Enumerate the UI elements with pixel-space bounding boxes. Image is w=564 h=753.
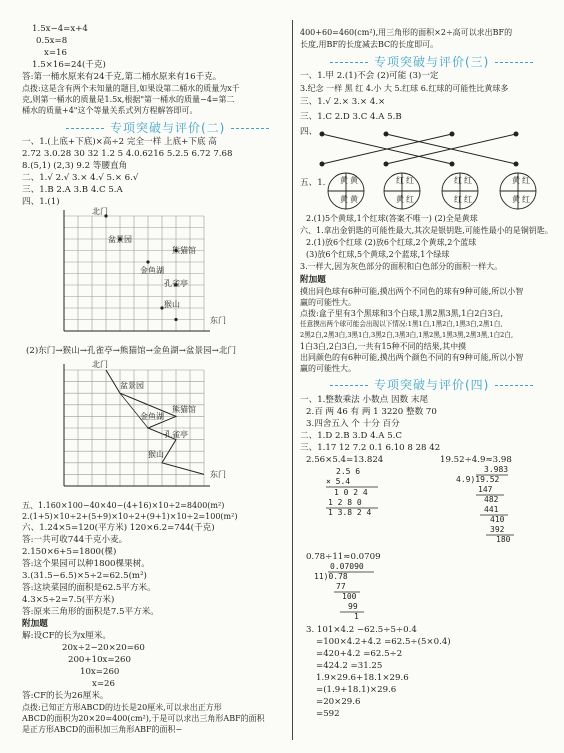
wheel-seg: 红: [454, 195, 462, 204]
north-gate-label: 北门: [92, 360, 108, 369]
wheel-seg: 红: [464, 195, 472, 204]
wheel-seg: 黄: [396, 195, 404, 204]
text-line: 点拨:已知正方形ABCD的边长是20厘米,可以求出正方形: [22, 703, 222, 712]
wheel-seg: 黄: [512, 176, 520, 185]
place-label: 熊猫馆: [172, 246, 196, 255]
svg-text:482: 482: [484, 495, 499, 504]
text-line: =424.2 =31.25: [316, 661, 383, 671]
svg-text:2.5 6: 2.5 6: [336, 467, 361, 476]
text-line: 长度,用BF的长度减去BC的长度即可。: [300, 40, 439, 49]
east-gate-label: 东门: [210, 470, 226, 479]
text-line: 2.(1)5个黄球,1个红球(答案不唯一) (2)全是黄球: [306, 214, 478, 223]
text-line: 3.纪念 一样 黑 红 4.小 大 5.红球 6.红球的可能性比黄球多: [300, 84, 509, 93]
wheel-seg: 红: [406, 176, 414, 185]
svg-text:99: 99: [348, 602, 358, 611]
text-line: 答:CF的长为26厘米。: [22, 691, 109, 701]
text-line: 2.百 两 46 有 两 1 3220 整数 70: [306, 407, 437, 417]
text-line: 三、1.B 2.A 3.B 4.C 5.A: [22, 185, 123, 195]
place-label: 盆景园: [108, 235, 132, 244]
division-work: [314, 562, 414, 622]
text-line: 赢的可能性大。: [300, 298, 356, 307]
text-line: 答:第一桶水原来有24千克,第二桶水原来有16千克。: [22, 72, 222, 82]
text-line: 答:这个果园可以种1800棵果树。: [22, 559, 150, 569]
text-line: 六、1.24×5=120(平方米) 120×6.2=744(千克): [22, 523, 215, 533]
text-line: =(1.9+18.1)×29.6: [316, 685, 397, 695]
text-line: (3)放6个红球,5个黄球,2个蓝球,1个绿球: [306, 250, 450, 259]
svg-text:410: 410: [490, 515, 505, 524]
wheel-prefix: 五、1.: [300, 178, 326, 188]
bonus-title: 附加题: [300, 275, 326, 285]
text-line: =100×4.2+4.2 =62.5÷(5×0.4): [316, 637, 451, 647]
section-title: 专项突破与评价(三): [374, 55, 490, 69]
text-line: 200+10x=260: [68, 655, 131, 665]
text-line: 1白3白,2白3白,一共有15种不同的结果,其中摸: [300, 342, 467, 351]
text-line: =592: [316, 709, 340, 719]
svg-text:1 0 2 4: 1 0 2 4: [334, 488, 368, 497]
text-line: 3.一样大,因为灰色部分的面积和白色部分的面积一样大。: [300, 262, 503, 271]
north-gate-label: 北门: [92, 207, 108, 216]
text-line: 四、1.(1): [22, 197, 60, 207]
place-label: 盆景园: [120, 381, 144, 390]
text-line: 3. 101×4.2 −62.5÷5÷0.4: [306, 625, 417, 635]
svg-text:180: 180: [496, 535, 511, 544]
text-line: 2.150×6+5=1800(棵): [22, 547, 117, 557]
text-line: 二、1.D 2.B 3.D 4.A 5.C: [300, 431, 402, 441]
text-line: 一、1.甲 2.(1)不会 (2)可能 (3)一定: [300, 71, 439, 81]
text-line: 六、1.拿出金钥匙的可能性最大,其次是银钥匙,可能性最小的是铜钥匙。: [300, 226, 553, 235]
text-line: 三、1.C 2.D 3.C 4.A 5.B: [300, 112, 402, 122]
wheel-seg: 黄: [340, 195, 348, 204]
wheel-seg: 黄: [340, 176, 348, 185]
text-line: 三、1.√ 2.× 3.× 4.×: [300, 97, 386, 107]
svg-text:441: 441: [484, 505, 499, 514]
text-line: 四、: [300, 127, 318, 137]
wheel-seg: 红: [522, 195, 530, 204]
text-line: 答:原来三角形的面积是7.5平方米。: [22, 607, 159, 617]
text-line: 0.5x=8: [36, 36, 68, 46]
text-line: 点拨:这是含有两个未知量的题目,如果设第二桶水的质量为x千: [22, 84, 240, 93]
text-line: 是正方形ABCD的面积加三角形ABF的面积−: [22, 725, 183, 734]
wheel-seg: 红: [464, 176, 472, 185]
wheel-seg: 红: [396, 176, 404, 185]
east-gate-label: 东门: [210, 316, 226, 325]
text-line: =20×29.6: [316, 697, 361, 707]
svg-text:1 3.8 2 4: 1 3.8 2 4: [328, 508, 372, 517]
text-line: 1.5×16=24(千克): [32, 60, 106, 70]
place-label: 孔雀亭: [164, 430, 188, 439]
text-line: 2.(1)放6个红球 (2)放6个红球,2个黄球,2个蓝球: [306, 238, 477, 247]
text-line: 答:一共可收744千克小麦。: [22, 535, 128, 545]
text-line: 桶水的质量+4"这个等量关系式列方程解答即可。: [22, 106, 198, 115]
place-label: 金鱼湖: [140, 412, 164, 421]
text-line: 答:这块菜园的面积是62.5平方米。: [22, 583, 156, 593]
section-title: 专项突破与评价(四): [374, 378, 490, 392]
text-line: 2.(1+5)×10÷2+(5+9)×10÷2+(9+1)×10÷2=100(m²): [22, 512, 238, 521]
text-line: x=16: [44, 48, 67, 58]
svg-text:147: 147: [478, 485, 493, 494]
left-column: [22, 0, 290, 753]
bonus-title: 附加题: [22, 619, 48, 629]
text-line: 五、1.160×100−40×40−(4+16)×10÷2=8400(m²): [22, 501, 225, 510]
text-line: 一、1.(上底+下底)×高÷2 完全一样 上底+下底 高: [22, 137, 217, 147]
vertical-calculations: [308, 466, 548, 550]
svg-text:× 5.4: × 5.4: [326, 477, 351, 486]
wheel-seg: 红: [522, 176, 530, 185]
text-line: 二、1.√ 2.√ 3.× 4.√ 5.× 6.√: [22, 173, 139, 183]
matching-lines: [316, 128, 536, 170]
wheel-seg: 红: [406, 195, 414, 204]
text-line: 2黑2白,2黑3白,3黑1白,3黑2白,3黑3白,1黑2黑,1黑3黑,2黑3黑,1白2白,: [300, 331, 514, 339]
text-line: 3.四舍五入 个 十分 百分: [306, 419, 400, 429]
text-line: 克,则第一桶水的质量是1.5x,根据"第一桶水的质量−4=第二: [22, 95, 235, 104]
calc-b: 19.52÷4.9≈3.98: [440, 455, 512, 465]
route-line: (2)东门→猴山→孔雀亭→熊猫馆→金鱼湖→盆景园→北门: [26, 346, 237, 356]
text-line: ABCD的面积为20×20=400(cm²),于是可以求出三角形ABF的面积: [22, 714, 265, 723]
wheel-seg: 黄: [350, 176, 358, 185]
text-line: 10x=260: [80, 667, 120, 677]
text-line: 400+60=460(cm²),用三角形的面积×2÷高可以求出BF的: [300, 28, 513, 37]
text-line: =420+4.2 =62.5÷2: [316, 649, 403, 659]
place-label: 猴山: [164, 300, 180, 309]
place-label: 孔雀亭: [164, 279, 188, 288]
text-line: 8.(5,1) (2,3) 9.2 等腰直角: [22, 161, 128, 171]
text-line: 点拨:盒子里有3个黑球和3个白球,1黑2黑3黑,1白2白3白,: [300, 309, 504, 318]
svg-text:11)0.78: 11)0.78: [314, 572, 348, 581]
place-label: 熊猫馆: [172, 405, 196, 414]
text-line: 解:设CF的长为x厘米。: [22, 631, 112, 641]
svg-text:77: 77: [336, 582, 346, 591]
calc-c: 0.78÷11≈0.0709: [306, 552, 381, 562]
svg-text:4.9)19.52: 4.9)19.52: [456, 475, 500, 484]
wheel-seg: 黄: [512, 195, 520, 204]
svg-text:100: 100: [342, 592, 357, 601]
text-line: 一、1.整数乘法 小数点 因数 末尾: [300, 395, 429, 405]
text-line: 20x÷2−20×20=60: [62, 643, 145, 653]
place-label: 金鱼湖: [140, 266, 164, 275]
text-line: x=26: [92, 679, 115, 689]
column-divider: [292, 20, 293, 740]
calc-a: 2.56×5.4=13.824: [306, 455, 384, 465]
text-line: 4.3×5÷2=7.5(平方米): [22, 595, 115, 605]
text-line: 摸出同色球有6种可能,摸出两个不同色的球有9种可能,所以小智: [300, 287, 524, 296]
text-line: 2.72 3.0.28 30 32 1.2 5 4.0.6216 5.2.5 6.72 7.68: [22, 149, 233, 159]
svg-text:0.07090: 0.07090: [330, 562, 364, 571]
text-line: 三、1.17 12 7.2 0.1 6.10 8 28 42: [300, 443, 441, 453]
wheel-seg: 黄: [350, 195, 358, 204]
section-title: 专项突破与评价(二): [110, 121, 226, 135]
svg-text:3.983: 3.983: [484, 466, 509, 474]
svg-text:392: 392: [490, 525, 505, 534]
text-line: 任意摸出两个球可能会出现以下情况:1黑1白,1黑2白,1黑3白,2黑1白,: [300, 320, 503, 328]
svg-text:1: 1: [354, 612, 359, 621]
text-line: 1.9×29.6+18.1×29.6: [316, 673, 409, 683]
text-line: 出同颜色的有6种可能,摸出两个颜色不同的有9种可能,所以小智: [300, 353, 524, 362]
text-line: 3.(31.5−6.5)×5÷2=62.5(m²): [22, 571, 147, 581]
svg-text:1 2 8 0: 1 2 8 0: [328, 498, 362, 507]
text-line: 1.5x−4=x+4: [32, 24, 88, 34]
place-label: 猴山: [148, 450, 164, 459]
wheel-seg: 红: [454, 176, 462, 185]
text-line: 赢的可能性大。: [300, 364, 356, 373]
right-column: [300, 0, 553, 753]
